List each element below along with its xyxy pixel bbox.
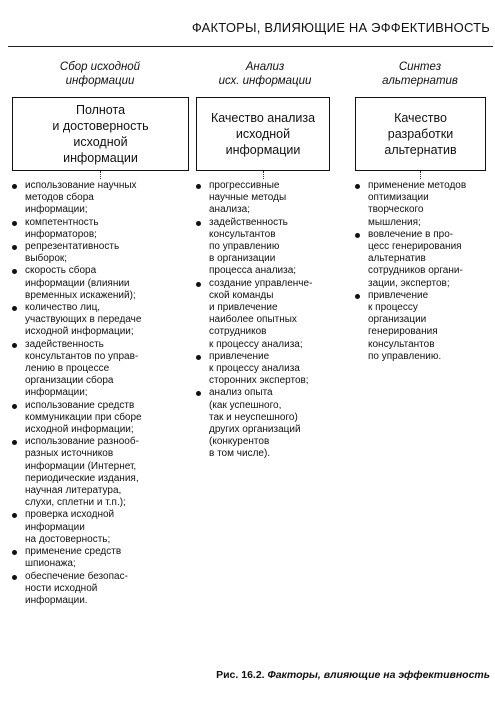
column-header-analysis: Анализ исх. информации <box>218 61 312 87</box>
factor-list-synthesis <box>353 180 493 363</box>
column-header-collection: Сбор исходной информации <box>59 61 141 87</box>
list-item-text: задейственность консультантов по управлению в организации процесса анализа; <box>209 216 297 277</box>
bullet-dot-icon <box>12 306 17 311</box>
list-item-text: привлечение к процессу организации генерирования консультантов по управлению. <box>368 289 442 362</box>
list-item-text: задейственность консультантов по управ- лению в процессе организации сбора информации; <box>25 338 139 399</box>
list-item <box>194 217 344 278</box>
list-item-text: использование разнооб- разных источников информации (Интернет, периодические издания, научная литература, слухи, сплетни и т.п.); <box>25 436 139 509</box>
list-item-text: создание управленче- ской команды и привлечение наиболее опытных сотрудников к процессу анализа; <box>209 277 313 350</box>
bullet-dot-icon <box>12 513 17 518</box>
bullet-dot-icon <box>12 550 17 555</box>
list-item-text: применение методов оптимизации творческого мышления; <box>368 180 467 228</box>
list-item <box>10 571 190 608</box>
bullet-dot-icon <box>196 184 201 189</box>
bullet-dot-icon <box>12 575 17 580</box>
figure-caption <box>150 669 490 681</box>
column-connector-line <box>263 171 264 179</box>
list-item <box>194 278 344 351</box>
figure-number: Рис. 16.2. <box>216 669 265 681</box>
list-item <box>194 180 344 217</box>
bullet-dot-icon <box>12 404 17 409</box>
list-item-text: количество лиц, участвующих в передаче исходной информации; <box>25 302 142 338</box>
list-item-text: компетентность информаторов; <box>25 216 99 240</box>
list-item <box>10 546 190 570</box>
list-item <box>10 400 190 437</box>
column-connector-line <box>420 171 421 179</box>
list-item <box>10 265 190 302</box>
list-item-text: анализ опыта (как успешного, так и неуспешного) других организаций (конкурентов в том числе). <box>209 387 301 460</box>
bullet-dot-icon <box>355 184 360 189</box>
list-item <box>353 290 493 363</box>
factor-list-analysis <box>194 180 344 461</box>
column-header-synthesis: Синтез альтернатив <box>382 61 458 87</box>
list-item <box>194 351 344 388</box>
title-divider <box>8 46 493 47</box>
factor-box-alternatives-quality: Качество разработки альтернатив <box>355 97 486 171</box>
list-item-text: привлечение к процессу анализа сторонних экспертов; <box>209 350 309 387</box>
list-item-text: скорость сбора информации (влиянии временных искажений); <box>25 265 136 301</box>
factor-box-completeness: Полнота и достоверность исходной информации <box>12 97 189 171</box>
list-item <box>194 387 344 460</box>
bullet-dot-icon <box>12 343 17 348</box>
list-item <box>353 180 493 229</box>
figure-title: ФАКТОРЫ, ВЛИЯЮЩИЕ НА ЭФФЕКТИВНОСТЬ <box>191 20 490 35</box>
bullet-dot-icon <box>12 245 17 250</box>
list-item <box>10 241 190 265</box>
list-item-text: применение средств шпионажа; <box>25 546 122 570</box>
bullet-dot-icon <box>196 221 201 226</box>
bullet-dot-icon <box>355 294 360 299</box>
bullet-dot-icon <box>12 269 17 274</box>
factor-box-analysis-quality: Качество анализа исходной информации <box>196 97 330 171</box>
list-item <box>353 229 493 290</box>
bullet-dot-icon <box>12 184 17 189</box>
list-item <box>10 180 190 217</box>
list-item-text: вовлечение в про- цесс генерирования альтернатив сотрудников органи- зации, экспертов; <box>368 228 463 289</box>
list-item-text: использование научных методов сбора информации; <box>25 180 137 216</box>
figure-caption-text: Факторы, влияющие на эффективность <box>267 669 490 681</box>
bullet-dot-icon <box>12 221 17 226</box>
list-item <box>10 302 190 339</box>
list-item-text: проверка исходной информации на достоверность; <box>25 509 115 545</box>
bullet-dot-icon <box>12 440 17 445</box>
list-item-text: репрезентативность выборок; <box>25 241 120 265</box>
list-item-text: прогрессивные научные методы анализа; <box>209 180 287 216</box>
bullet-dot-icon <box>355 233 360 238</box>
list-item-text: обеспечение безопас- ности исходной информации. <box>25 570 128 606</box>
list-item <box>10 436 190 509</box>
bullet-dot-icon <box>196 282 201 287</box>
bullet-dot-icon <box>196 391 201 396</box>
bullet-dot-icon <box>196 355 201 360</box>
list-item-text: использование средств коммуникации при сборе исходной информации; <box>25 399 142 436</box>
column-connector-line <box>100 171 101 179</box>
list-item <box>10 509 190 546</box>
list-item <box>10 217 190 241</box>
list-item <box>10 339 190 400</box>
factor-list-collection <box>10 180 190 607</box>
